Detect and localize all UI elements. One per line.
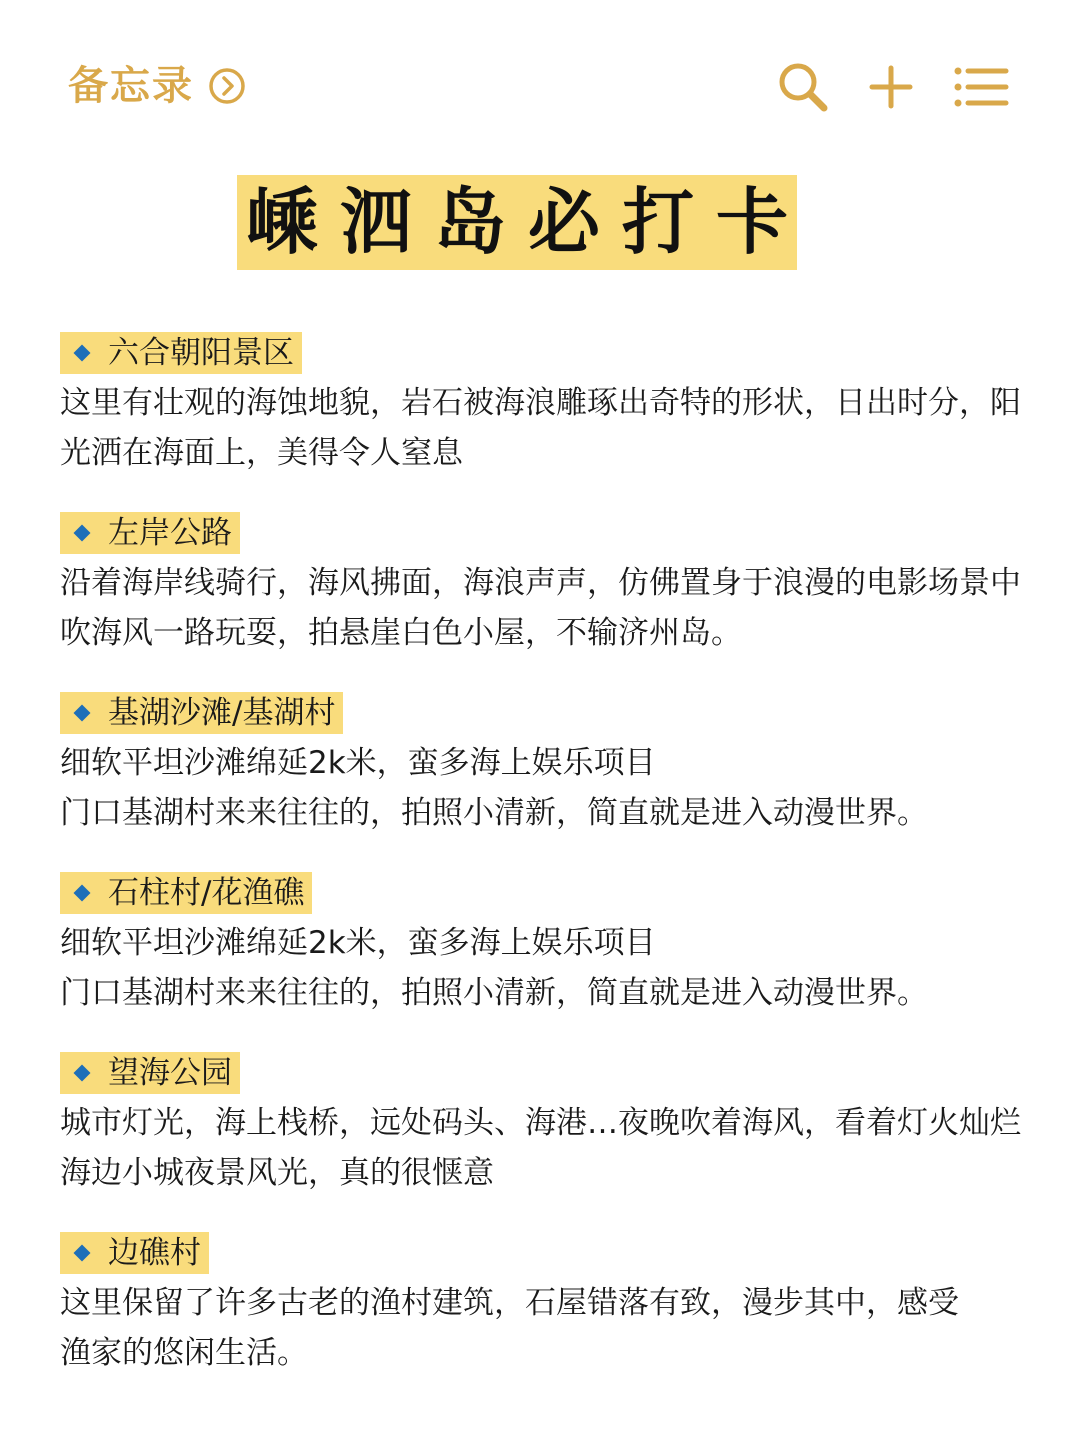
section-body	[60, 558, 1050, 658]
diamond-bullet-icon	[74, 1065, 91, 1082]
section-heading	[60, 872, 312, 914]
section-heading	[60, 692, 343, 734]
section-body-line: 海边小城夜景风光，真的很惬意	[60, 1155, 494, 1191]
section-heading	[60, 332, 302, 374]
section-body	[60, 1278, 1050, 1378]
menu-button[interactable]	[952, 58, 1010, 116]
add-button[interactable]	[862, 58, 920, 116]
section-heading	[60, 512, 240, 554]
note-body	[60, 332, 1050, 1412]
section-body-line: 这里保留了许多古老的渔村建筑，石屋错落有致，漫步其中，感受	[60, 1285, 959, 1321]
section-heading-text: 左岸公路	[108, 515, 232, 551]
diamond-bullet-icon	[74, 345, 91, 362]
section-heading-text: 边礁村	[108, 1235, 201, 1271]
section-body-line: 城市灯光，海上栈桥，远处码头、海港…夜晚吹着海风，看着灯火灿烂	[60, 1105, 1021, 1141]
section-heading-text: 望海公园	[108, 1055, 232, 1091]
search-button[interactable]	[774, 58, 832, 116]
top-bar	[0, 0, 1080, 170]
chevron-right-circle-icon	[208, 67, 246, 105]
section-heading-text: 六合朝阳景区	[108, 335, 294, 371]
section-body-line: 细软平坦沙滩绵延2k米，蛮多海上娱乐项目	[60, 925, 656, 961]
section-body-line: 渔家的悠闲生活。	[60, 1335, 308, 1371]
list-icon	[952, 58, 1010, 116]
section-heading	[60, 1232, 209, 1274]
note-section	[60, 1052, 1050, 1198]
plus-icon	[862, 58, 920, 116]
diamond-bullet-icon	[74, 1245, 91, 1262]
section-body	[60, 738, 1050, 838]
back-label: 备忘录	[68, 63, 194, 109]
search-icon	[774, 58, 832, 116]
section-body	[60, 378, 1050, 478]
note-section	[60, 1232, 1050, 1378]
note-title: 嵊泗岛必打卡	[246, 180, 811, 264]
section-body-line: 光洒在海面上，美得令人窒息	[60, 435, 463, 471]
note-section	[60, 332, 1050, 478]
section-body-line: 门口基湖村来来往往的，拍照小清新，简直就是进入动漫世界。	[60, 975, 928, 1011]
note-section	[60, 512, 1050, 658]
section-heading-text: 石柱村/花渔礁	[108, 875, 305, 911]
section-body-line: 沿着海岸线骑行，海风拂面，海浪声声，仿佛置身于浪漫的电影场景中	[60, 565, 1021, 601]
section-body-line: 门口基湖村来来往往的，拍照小清新，简直就是进入动漫世界。	[60, 795, 928, 831]
section-body	[60, 918, 1050, 1018]
note-title-highlight	[237, 175, 811, 270]
diamond-bullet-icon	[74, 885, 91, 902]
note-section	[60, 692, 1050, 838]
diamond-bullet-icon	[74, 525, 91, 542]
section-body-line: 细软平坦沙滩绵延2k米，蛮多海上娱乐项目	[60, 745, 656, 781]
section-body-line: 这里有壮观的海蚀地貌，岩石被海浪雕琢出奇特的形状，日出时分，阳	[60, 385, 1021, 421]
back-to-notes-button[interactable]	[68, 60, 246, 112]
section-heading-text: 基湖沙滩/基湖村	[108, 695, 336, 731]
note-section	[60, 872, 1050, 1018]
section-body-line: 吹海风一路玩耍，拍悬崖白色小屋，不输济州岛。	[60, 615, 742, 651]
section-heading	[60, 1052, 240, 1094]
diamond-bullet-icon	[74, 705, 91, 722]
section-body	[60, 1098, 1050, 1198]
